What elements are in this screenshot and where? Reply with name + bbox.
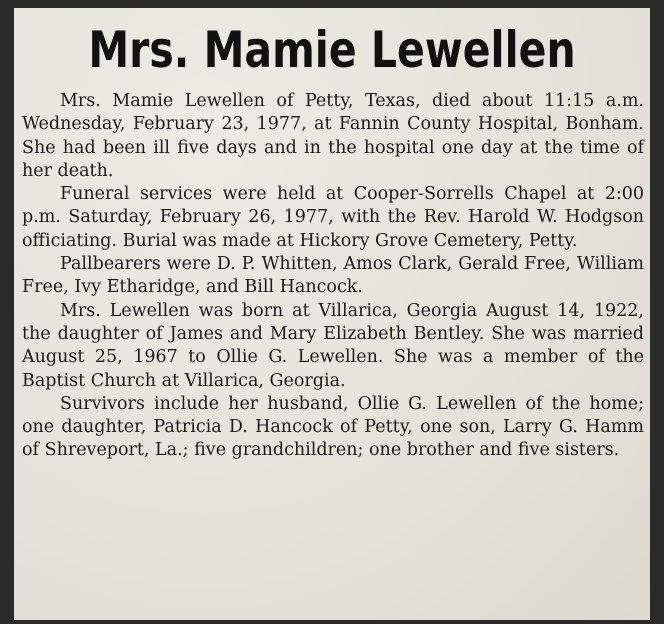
paragraph-biography: Mrs. Lewellen was born at Villarica, Georgia August 14, 1922, the daughter of James and Mary Elizabeth Bentley. She was married August 25, 1967 to Ollie G. Lewellen. She was a member of the Baptist Church at Villarica, Georgia. [22, 300, 644, 391]
article-body [22, 90, 644, 463]
paragraph-death: Mrs. Mamie Lewellen of Petty, Texas, died about 11:15 a.m. Wednesday, February 23, 1977, at Fannin County Hospital, Bonham. She had been ill five days and in the hospital one day at the time of her death. [22, 91, 644, 181]
headline: Mrs. Mamie Lewellen [88, 21, 576, 79]
paragraph-funeral: Funeral services were held at Cooper-Sorrells Chapel at 2:00 p.m. Saturday, February 26, 1977, with the Rev. Harold W. Hodgson officiating. Burial was made at Hickory Grove Cemetery, Petty. [22, 184, 644, 251]
paragraph-survivors: Survivors include her husband, Ollie G. Lewellen of the home; one daughter, Patricia D. Hancock of Petty, one son, Larry G. Hamm of Shreveport, La.; five grandchildren; one brother and five sisters. [22, 393, 644, 461]
obituary-clipping [14, 8, 650, 620]
paragraph-pallbearers: Pallbearers were D. P. Whitten, Amos Clark, Gerald Free, William Free, Ivy Etharidge, and Bill Hancock. [22, 254, 644, 298]
